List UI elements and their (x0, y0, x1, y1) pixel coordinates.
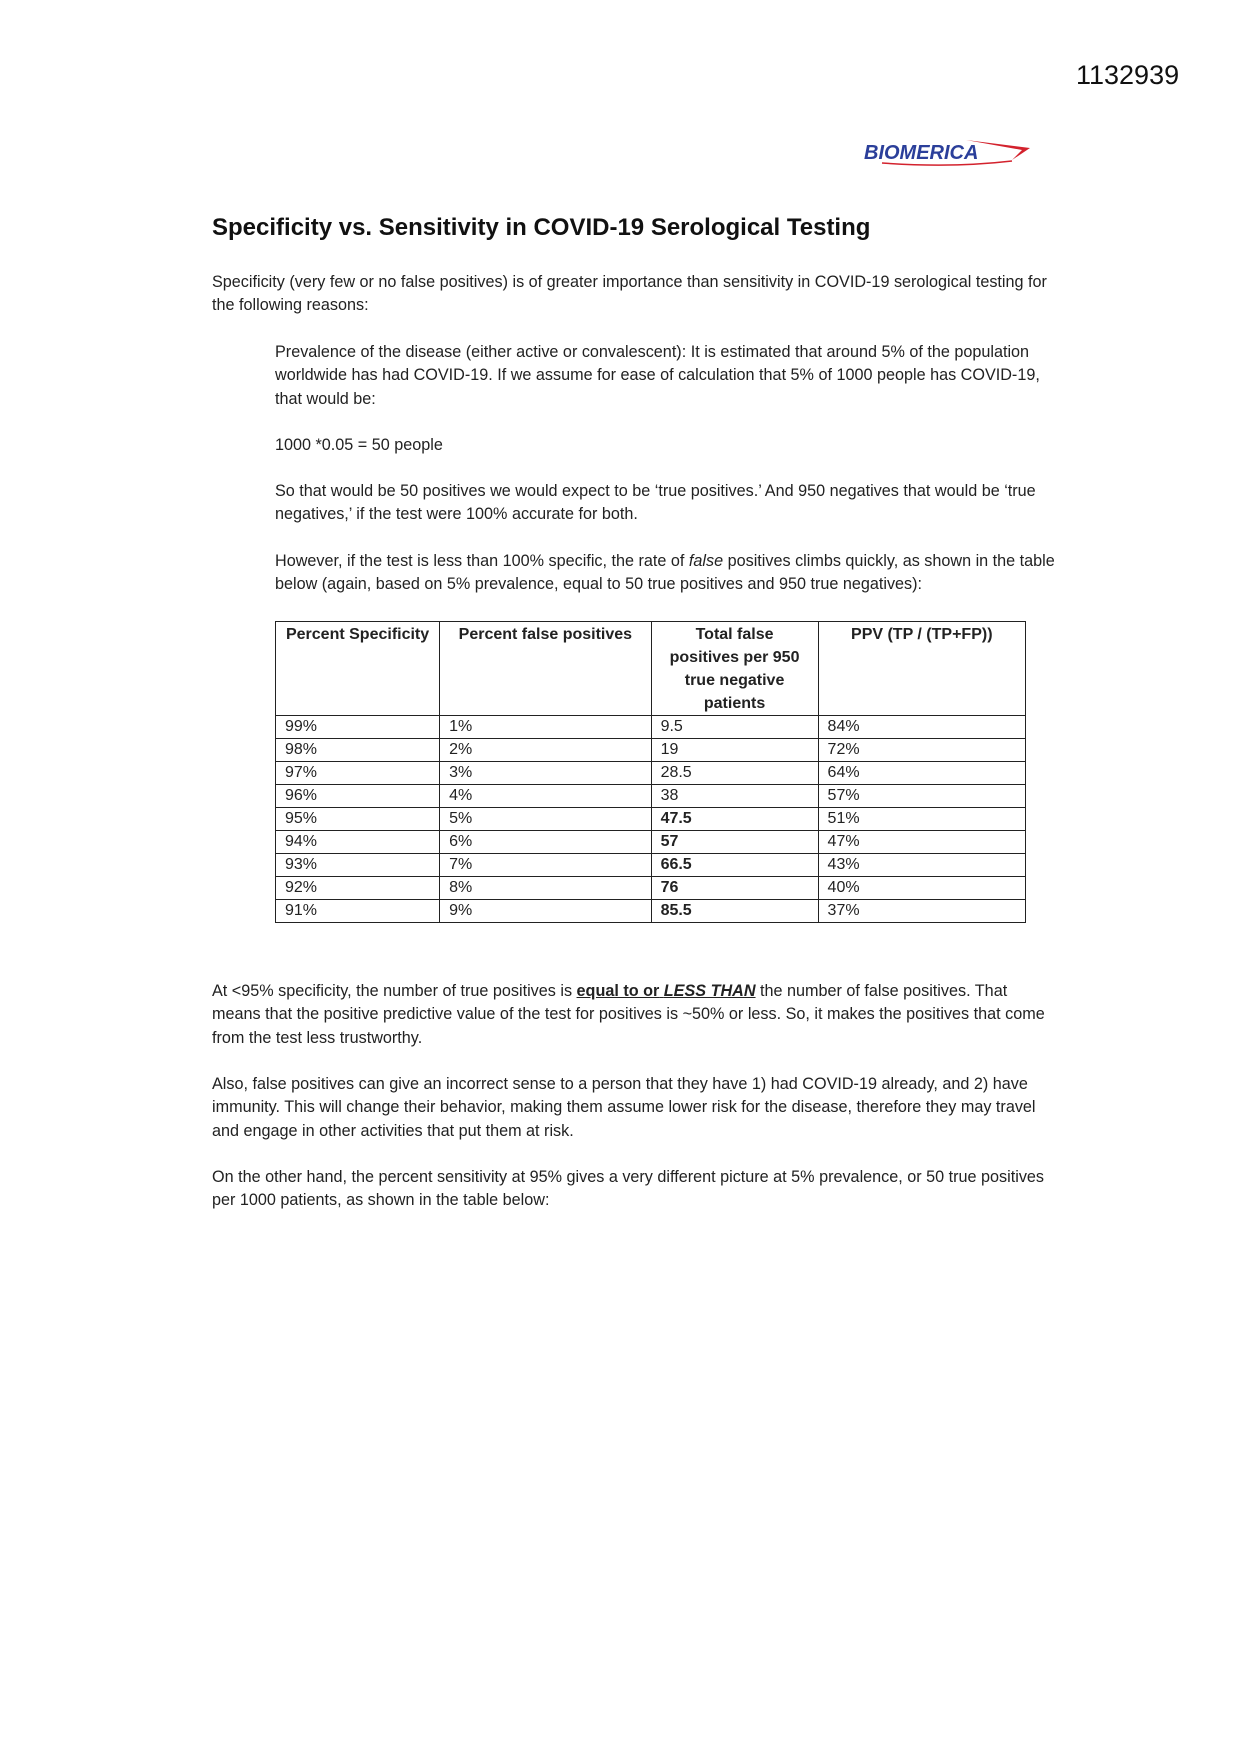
cell-ppv: 72% (818, 739, 1025, 762)
cell-false-positive-rate: 4% (440, 785, 651, 808)
cell-specificity: 98% (276, 739, 440, 762)
table-row (276, 831, 1026, 854)
however-paragraph: However, if the test is less than 100% specific, the rate of false positives climbs quickly, as shown in the table below (again, based on 5% prevalence, equal to 50 true positives and 950 true negatives): (275, 552, 1055, 594)
header-ppv: PPV (TP / (TP+FP)) (818, 622, 1025, 716)
table-row (276, 900, 1026, 923)
header-total-false-positives: Total false positives per 950 true negative patients (651, 622, 818, 716)
cell-false-positive-rate: 8% (440, 877, 651, 900)
cell-specificity: 99% (276, 716, 440, 739)
cell-total-false-positives: 9.5 (651, 716, 818, 739)
cell-ppv: 47% (818, 831, 1025, 854)
less-than-emphasis: LESS THAN (663, 982, 756, 1000)
cell-false-positive-rate: 5% (440, 808, 651, 831)
cell-ppv: 43% (818, 854, 1025, 877)
cell-total-false-positives: 76 (651, 877, 818, 900)
cell-total-false-positives: 66.5 (651, 854, 818, 877)
table-row (276, 762, 1026, 785)
cell-false-positive-rate: 3% (440, 762, 651, 785)
header-percent-specificity: Percent Specificity (276, 622, 440, 716)
cell-total-false-positives: 19 (651, 739, 818, 762)
page-title: Specificity vs. Sensitivity in COVID-19 Serological Testing (212, 214, 871, 241)
table-row (276, 854, 1026, 877)
table-row (276, 877, 1026, 900)
calculation-line: 1000 *0.05 = 50 people (275, 436, 443, 454)
table-row (276, 808, 1026, 831)
cell-false-positive-rate: 6% (440, 831, 651, 854)
header-percent-false-positives: Percent false positives (440, 622, 651, 716)
specificity-conclusion-paragraph: At <95% specificity, the number of true positives is equal to or LESS THAN the number of false positives. That means that the positive predictive value of the test for positives is ~50% or less. So, it makes the positives that come from the test less trustworthy. (212, 982, 1045, 1047)
cell-false-positive-rate: 2% (440, 739, 651, 762)
cell-specificity: 96% (276, 785, 440, 808)
cell-ppv: 40% (818, 877, 1025, 900)
intro-paragraph: Specificity (very few or no false positives) is of greater importance than sensitivity in COVID-19 serological testing for the following reasons: (212, 273, 1047, 315)
cell-specificity: 92% (276, 877, 440, 900)
cell-ppv: 64% (818, 762, 1025, 785)
cell-total-false-positives: 28.5 (651, 762, 818, 785)
false-emphasis: false (688, 552, 724, 570)
table-row (276, 785, 1026, 808)
cell-false-positive-rate: 9% (440, 900, 651, 923)
biomerica-logo (862, 136, 1038, 170)
table-row (276, 739, 1026, 762)
cell-specificity: 93% (276, 854, 440, 877)
cell-false-positive-rate: 1% (440, 716, 651, 739)
cell-ppv: 84% (818, 716, 1025, 739)
specificity-table (275, 621, 1026, 923)
cell-total-false-positives: 47.5 (651, 808, 818, 831)
cell-total-false-positives: 85.5 (651, 900, 818, 923)
cell-ppv: 57% (818, 785, 1025, 808)
cell-ppv: 51% (818, 808, 1025, 831)
logo-text: BIOMERICA (864, 142, 979, 164)
cell-specificity: 94% (276, 831, 440, 854)
cell-specificity: 97% (276, 762, 440, 785)
equal-to-or-emphasis: equal to or (576, 982, 660, 1000)
cell-specificity: 95% (276, 808, 440, 831)
cell-false-positive-rate: 7% (440, 854, 651, 877)
false-positive-risk-paragraph: Also, false positives can give an incorrect sense to a person that they have 1) had COVID-19 already, and 2) have immunity. This will change their behavior, making them assume lower risk for the disease, therefore they may travel and engage in other activities that put them at risk. (212, 1075, 1036, 1140)
true-positives-paragraph: So that would be 50 positives we would expect to be ‘true positives.’ And 950 negatives that would be ‘true negatives,’ if the test were 100% accurate for both. (275, 482, 1036, 524)
sensitivity-intro-paragraph: On the other hand, the percent sensitivity at 95% gives a very different picture at 5% prevalence, or 50 true positives per 1000 patients, as shown in the table below: (212, 1168, 1045, 1210)
prevalence-paragraph: Prevalence of the disease (either active or convalescent): It is estimated that around 5% of the population worldwide has had COVID-19. If we assume for ease of calculation that 5% of 1000 people has COVID-19, that would be: (275, 343, 1040, 408)
cell-specificity: 91% (276, 900, 440, 923)
table-header-row (276, 622, 1026, 716)
cell-total-false-positives: 38 (651, 785, 818, 808)
cell-total-false-positives: 57 (651, 831, 818, 854)
cell-ppv: 37% (818, 900, 1025, 923)
document-id: 1132939 (1076, 60, 1180, 90)
table-row (276, 716, 1026, 739)
